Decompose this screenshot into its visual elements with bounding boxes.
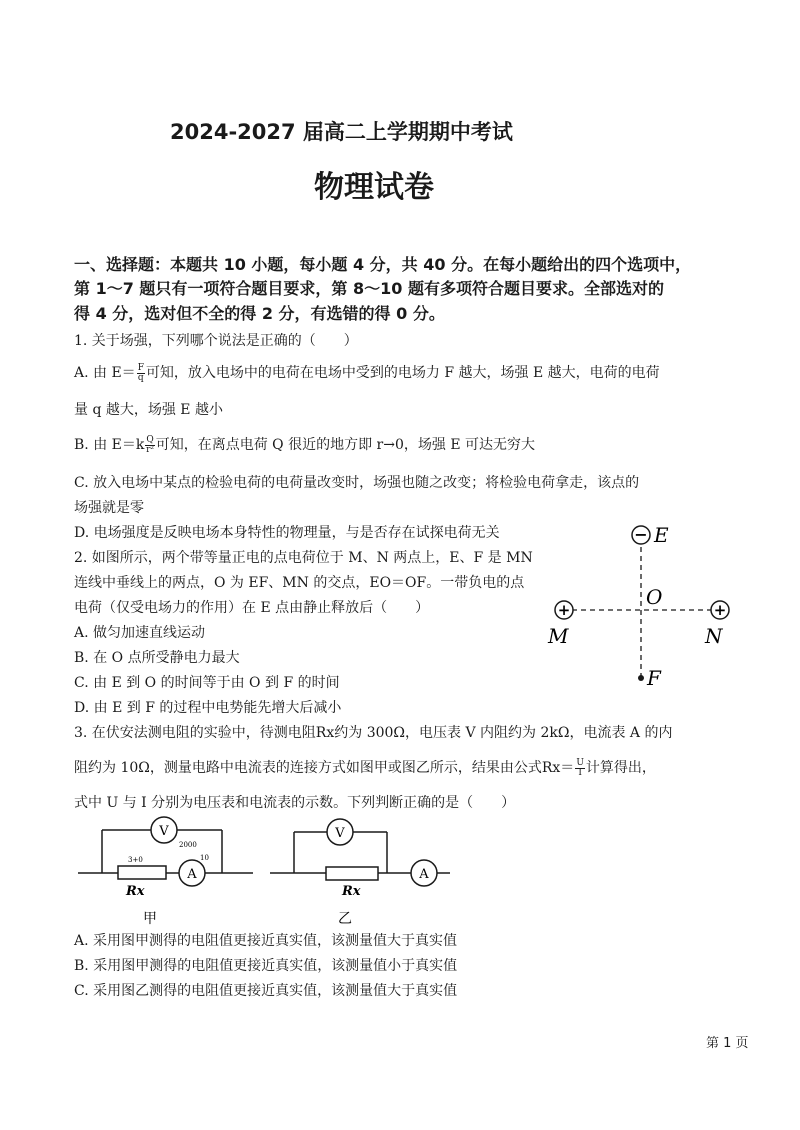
voltmeter-label: V	[159, 824, 169, 839]
q2-stem-line-2: 连线中垂线上的两点，O 为 EF、MN 的交点，EO＝OF。一带负电的点	[74, 575, 525, 591]
plus-sign-m: +	[557, 601, 571, 619]
q3-option-a: A. 采用图甲测得的电阻值更接近真实值，该测量值大于真实值	[74, 933, 458, 949]
q1-option-c-line-2: 场强就是零	[74, 500, 144, 516]
q1-option-b-fraction	[145, 436, 154, 455]
label-f: F	[647, 666, 661, 690]
q3-option-b: B. 采用图甲测得的电阻值更接近真实值，该测量值小于真实值	[74, 958, 458, 974]
resistor-label: Rx	[342, 884, 361, 899]
voltmeter-label: V	[335, 826, 345, 841]
resistor-annotation: 3+0	[128, 856, 143, 864]
label-m: M	[548, 624, 569, 648]
circuit-yi	[270, 815, 450, 925]
q1-option-a-line-2: 量 q 越大，场强 E 越小	[74, 402, 223, 418]
fraction-numerator: Q	[146, 434, 154, 445]
q1-option-a-fraction	[137, 364, 145, 383]
circuit-jia	[78, 815, 258, 925]
label-n: N	[705, 624, 723, 648]
q2-option-a: A. 做匀加速直线运动	[74, 625, 206, 641]
q3-formula-fraction	[575, 759, 585, 778]
voltmeter-annotation: 2000	[179, 841, 197, 849]
q3-line-2-prefix: 阻约为 10Ω，测量电路中电流表的连接方式如图甲或图乙所示，结果由公式Rx＝	[74, 760, 575, 776]
q2-field-diagram	[540, 515, 740, 700]
q2-stem-line-1: 2. 如图所示，两个带等量正电的点电荷位于 M、N 两点上，E、F 是 MN	[74, 550, 533, 566]
q1-stem: 1. 关于场强，下列哪个说法是正确的（ ）	[74, 333, 358, 349]
q3-line-3: 式中 U 与 I 分别为电压表和电流表的示数。下列判断正确的是（ ）	[74, 795, 516, 811]
q1-option-b-text: 可知，在离点电荷 Q 很近的地方即 r→0，场强 E 可达无穷大	[155, 437, 536, 453]
q1-option-d: D. 电场强度是反映电场本身特性的物理量，与是否存在试探电荷无关	[74, 525, 500, 541]
fraction-numerator: U	[576, 757, 584, 768]
resistor-rx	[326, 867, 378, 880]
fraction-denominator: r²	[146, 444, 154, 455]
caption-yi: 乙	[338, 911, 352, 925]
q1-option-c-line-1: C. 放入电场中某点的检验电荷的电荷量改变时，场强也随之改变；将检验电荷拿走，该点的	[74, 475, 640, 491]
fraction-denominator: I	[578, 767, 582, 778]
point-f	[638, 675, 644, 681]
q1-option-b-prefix: B. 由 E＝k	[74, 437, 145, 453]
q3-line-2-suffix: 计算得出，	[585, 760, 656, 776]
q1-option-a-prefix: A. 由 E＝	[74, 365, 136, 381]
plus-sign-n: +	[713, 601, 727, 619]
section-instructions-line-2: 第 1～7 题只有一项符合题目要求，第 8～10 题有多项符合题目要求。全部选对的	[74, 279, 664, 298]
resistor-rx	[118, 866, 166, 879]
fraction-numerator: F	[137, 362, 144, 373]
fraction-denominator: q	[137, 372, 144, 383]
q2-option-d: D. 由 E 到 F 的过程中电势能先增大后减小	[74, 700, 342, 716]
ammeter-label: A	[419, 867, 429, 882]
page-number: 第 1 页	[706, 1036, 749, 1051]
q2-option-b: B. 在 O 点所受静电力最大	[74, 650, 240, 666]
q2-stem-line-3: 电荷（仅受电场力的作用）在 E 点由静止释放后（ ）	[74, 600, 430, 616]
section-instructions-line-1: 一、选择题：本题共 10 小题，每小题 4 分，共 40 分。在每小题给出的四个选项中，	[74, 255, 692, 274]
q3-line-2	[74, 757, 656, 778]
q3-option-c: C. 采用图乙测得的电阻值更接近真实值，该测量值大于真实值	[74, 983, 458, 999]
q1-option-a-text: 可知，放入电场中的电荷在电场中受到的电场力 F 越大，场强 E 越大，电荷的电荷	[145, 365, 660, 381]
section-instructions-line-3: 得 4 分，选对但不全的得 2 分，有选错的得 0 分。	[74, 304, 445, 323]
label-e: E	[654, 523, 669, 547]
q2-option-c: C. 由 E 到 O 的时间等于由 O 到 F 的时间	[74, 675, 340, 691]
exam-title: 2024-2027 届高二上学期期中考试	[170, 120, 513, 144]
caption-jia: 甲	[143, 911, 157, 925]
ammeter-label: A	[187, 867, 197, 882]
negative-sign: −	[634, 525, 648, 544]
q3-line-1: 3. 在伏安法测电阻的实验中，待测电阻Rx约为 300Ω，电压表 V 内阻约为 2kΩ，电流表 A 的内	[74, 725, 673, 741]
resistor-label: Rx	[126, 884, 145, 899]
subject-title: 物理试卷	[314, 170, 434, 205]
ammeter-annotation: 10	[200, 854, 209, 862]
q1-option-b	[74, 434, 535, 455]
label-o: O	[646, 585, 663, 609]
q1-option-a	[74, 362, 660, 383]
